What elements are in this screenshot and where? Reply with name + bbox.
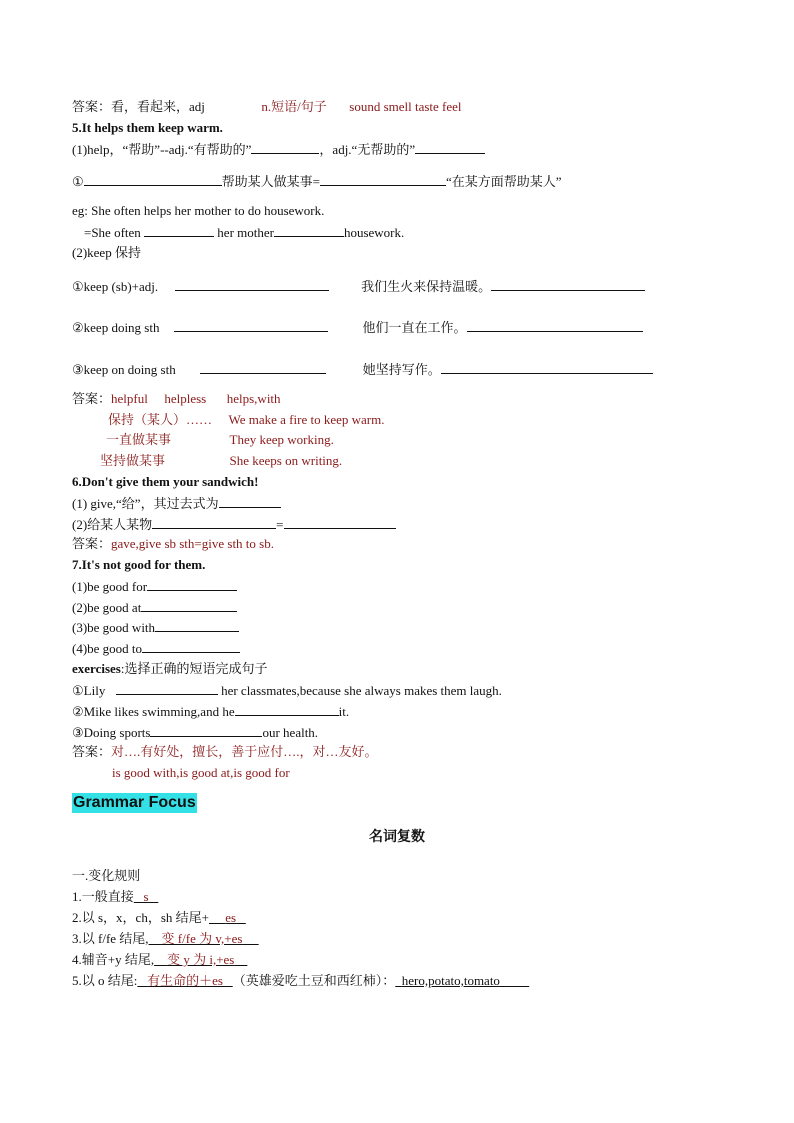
answer-text: gave,give sb sth=give sth to sb.	[111, 536, 274, 551]
rule-text: （英雄爱吃土豆和西红柿）：	[232, 973, 396, 988]
answer-blank[interactable]	[200, 361, 326, 374]
rule-answer: es	[225, 910, 237, 925]
answer-blank[interactable]	[415, 141, 485, 154]
prompt-text: ，adj.“无帮助的”	[319, 142, 416, 157]
question-title: 5.It helps them keep warm.	[72, 120, 223, 135]
grammar-focus-banner: Grammar Focus	[73, 794, 196, 811]
exercise-label: exercises	[72, 661, 121, 676]
answer-blank[interactable]	[147, 578, 237, 591]
exercise-line	[72, 682, 502, 699]
answer-blank[interactable]	[142, 640, 240, 653]
prompt-text: ③keep on doing sth	[72, 362, 176, 377]
answer-blank[interactable]	[235, 703, 339, 716]
exercise-line	[72, 619, 239, 636]
answer-blank[interactable]	[175, 278, 329, 291]
prompt-text: (2)be good at	[72, 600, 142, 615]
answer-blank[interactable]	[84, 173, 222, 186]
answer-line	[106, 432, 334, 448]
answer-text: helps,with	[226, 391, 281, 406]
answer-blank[interactable]	[116, 682, 218, 695]
answer-blank[interactable]	[441, 361, 653, 374]
exercise-line	[72, 361, 653, 378]
rule-line	[72, 889, 158, 905]
exercise-instruction: :选择正确的短语完成句子	[120, 661, 268, 676]
prompt-text: her classmates,because she always makes them laugh.	[221, 683, 502, 698]
prompt-text: (1)help，“帮助”--adj.“有帮助的”	[72, 142, 252, 157]
answer-blank[interactable]	[150, 724, 262, 737]
answer-text: n.短语/句子	[261, 99, 327, 114]
answer-blank[interactable]	[174, 319, 328, 332]
section-title: 名词复数	[369, 830, 425, 845]
prompt-text: ③Doing sports	[72, 725, 151, 740]
answer-label: 答案：看，看起来，adj	[72, 99, 205, 114]
section-subtitle: (2)keep 保持	[72, 245, 141, 260]
answer-line-4	[72, 99, 462, 115]
answer-blank[interactable]	[141, 599, 237, 612]
rule-text: 2.以 s，x，ch，sh 结尾+	[72, 910, 209, 925]
rule-answer: s	[143, 889, 149, 904]
rule-answer: 变 y 为 i,+es	[167, 952, 235, 967]
rule-text: 1.一般直接	[72, 889, 134, 904]
exercise-line	[72, 173, 562, 190]
prompt-text: ①Lily	[72, 683, 106, 698]
rule-answer: hero,potato,tomato	[401, 973, 500, 988]
prompt-text: ②keep doing sth	[72, 320, 160, 335]
answer-blank[interactable]	[219, 495, 281, 508]
prompt-text: 他们一直在工作。	[362, 320, 467, 335]
prompt-text: housework.	[343, 225, 405, 240]
answer-text: 保持（某人）……	[108, 412, 213, 427]
answer-blank[interactable]	[274, 224, 344, 237]
question-title: 7.It's not good for them.	[72, 557, 206, 572]
prompt-text: =	[276, 517, 284, 532]
answer-text: helpless	[164, 391, 207, 406]
prompt-text: (3)be good with	[72, 620, 156, 635]
rule-answer: 有生命的＋es	[147, 973, 223, 988]
prompt-text: ②Mike likes swimming,and he	[72, 704, 235, 719]
prompt-text: “在某方面帮助某人”	[446, 174, 562, 189]
answer-line	[72, 536, 274, 552]
answer-line	[100, 453, 342, 469]
exercise-line	[72, 278, 645, 295]
prompt-text: her mother	[217, 225, 274, 240]
exercise-line	[72, 319, 643, 336]
rules-heading: 一.变化规则	[72, 868, 141, 883]
answer-label: 答案：	[72, 744, 112, 759]
prompt-text: (1)be good for	[72, 579, 148, 594]
rule-line	[72, 952, 247, 968]
question-title: 6.Don't give them your sandwich!	[72, 474, 259, 489]
exercise-line	[72, 516, 396, 533]
prompt-text: =She often	[84, 225, 141, 240]
rule-line	[72, 910, 246, 926]
prompt-text: ①	[72, 174, 84, 189]
answer-text: She keeps on writing.	[229, 453, 343, 468]
answer-text: sound smell taste feel	[349, 99, 462, 114]
answer-blank[interactable]	[251, 141, 319, 154]
answer-text: They keep working.	[229, 432, 334, 447]
exercise-heading	[72, 661, 267, 677]
prompt-text: (2)给某人某物	[72, 517, 153, 532]
exercise-line	[72, 724, 318, 741]
answer-line	[108, 412, 384, 428]
exercise-line	[72, 703, 349, 720]
answer-text: We make a fire to keep warm.	[228, 412, 385, 427]
exercise-line	[72, 495, 281, 512]
answer-line	[72, 744, 378, 760]
prompt-text: (4)be good to	[72, 641, 143, 656]
prompt-text: 帮助某人做某事=	[221, 174, 320, 189]
prompt-text: 她坚持写作。	[362, 362, 441, 377]
answer-text: helpful	[111, 391, 148, 406]
answer-text: 坚持做某事	[100, 453, 166, 468]
answer-blank[interactable]	[284, 516, 396, 529]
answer-label: 答案：	[72, 536, 112, 551]
exercise-line	[72, 141, 485, 158]
answer-label: 答案：	[72, 391, 112, 406]
answer-blank[interactable]	[152, 516, 276, 529]
answer-text: 一直做某事	[106, 432, 172, 447]
exercise-line	[72, 640, 240, 657]
answer-blank[interactable]	[467, 319, 643, 332]
answer-blank[interactable]	[144, 224, 214, 237]
answer-line	[72, 391, 281, 407]
rule-text: 3.以 f/fe 结尾,	[72, 931, 149, 946]
answer-text: 对….有好处，擅长，善于应付….，对…友好。	[111, 744, 378, 759]
rule-text: 5.以 o 结尾:	[72, 973, 138, 988]
answer-blank[interactable]	[155, 619, 239, 632]
exercise-line	[72, 599, 237, 616]
exercise-line	[84, 224, 404, 241]
example-sentence: eg: She often helps her mother to do housework.	[72, 203, 325, 218]
rule-text: 4.辅音+y 结尾,	[72, 952, 155, 967]
rule-line	[72, 973, 529, 989]
exercise-line	[72, 578, 237, 595]
answer-blank[interactable]	[491, 278, 645, 291]
answer-line: is good with,is good at,is good for	[112, 765, 290, 780]
prompt-text: ①keep (sb)+adj.	[72, 279, 159, 294]
prompt-text: it.	[338, 704, 350, 719]
prompt-text: (1) give,“给”，其过去式为	[72, 496, 219, 511]
prompt-text: our health.	[262, 725, 319, 740]
answer-blank[interactable]	[320, 173, 446, 186]
rule-answer: 变 f/fe 为 v,+es	[161, 931, 243, 946]
prompt-text: 我们生火来保持温暖。	[361, 279, 492, 294]
rule-line	[72, 931, 259, 947]
